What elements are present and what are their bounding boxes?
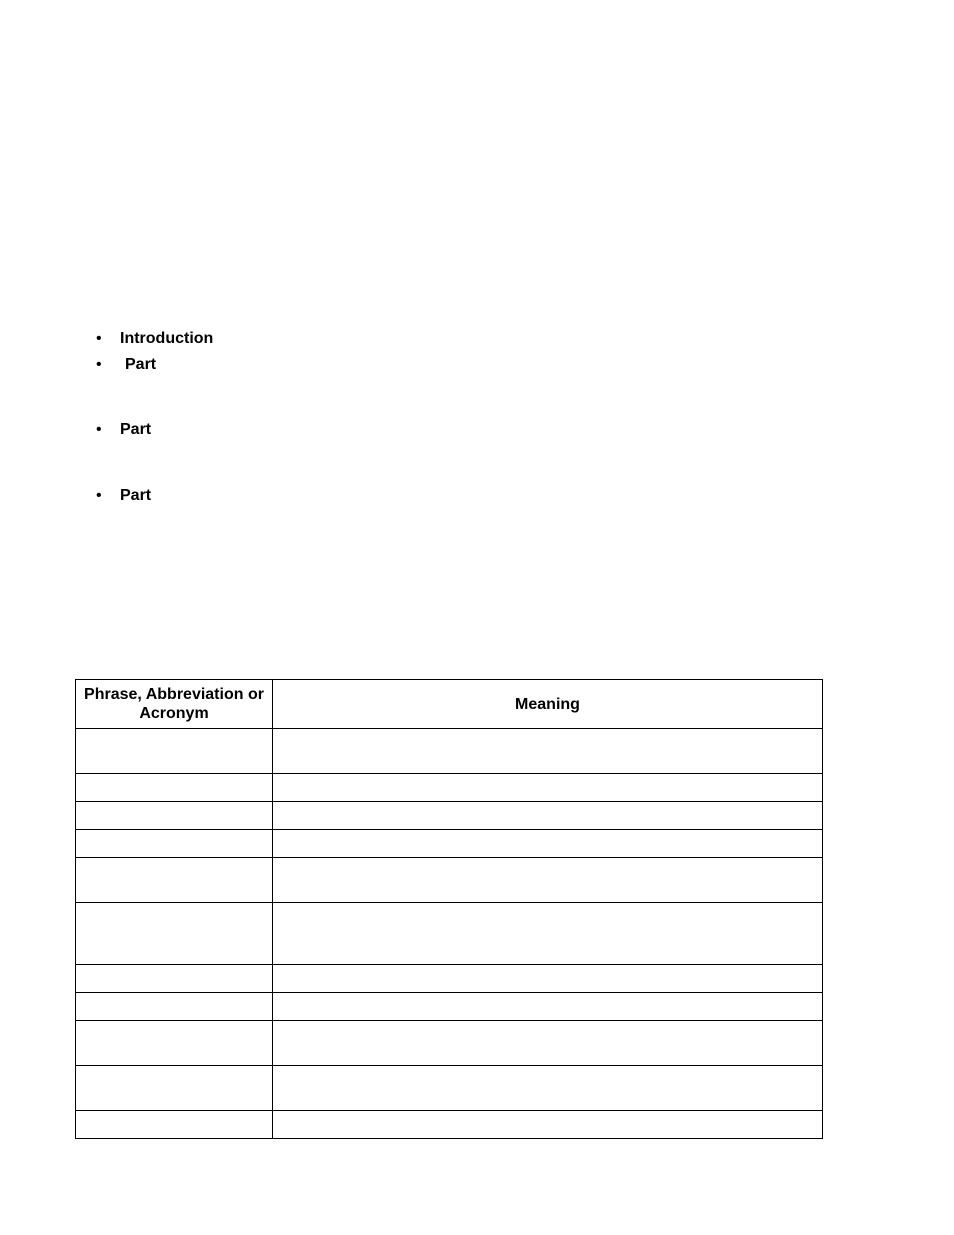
table-row	[76, 1021, 823, 1066]
bullet-label-introduction: Introduction	[120, 330, 214, 347]
phrase-cell	[76, 965, 273, 993]
phrase-cell	[76, 1021, 273, 1066]
phrase-cell	[76, 830, 273, 858]
meaning-cell	[273, 858, 823, 903]
table-row	[76, 858, 823, 903]
bullet-label-part: Part	[120, 421, 152, 438]
bullet-icon	[96, 355, 120, 375]
meaning-cell	[273, 965, 823, 993]
phrase-cell	[76, 802, 273, 830]
phrase-cell	[76, 1111, 273, 1139]
phrase-cell	[76, 858, 273, 903]
table-row	[76, 774, 823, 802]
meaning-cell	[273, 1066, 823, 1111]
table-row	[76, 965, 823, 993]
bullet-label-part: Part	[125, 356, 157, 373]
phrase-cell	[76, 729, 273, 774]
bullet-label-part: Part	[120, 487, 152, 504]
table-row	[76, 1066, 823, 1111]
glossary-table	[75, 679, 823, 1139]
list-item	[96, 355, 156, 375]
table-header-row	[76, 680, 823, 729]
meaning-cell	[273, 1111, 823, 1139]
table-row	[76, 729, 823, 774]
meaning-cell	[273, 774, 823, 802]
meaning-cell	[273, 830, 823, 858]
phrase-cell	[76, 903, 273, 965]
bullet-icon	[96, 420, 120, 440]
list-item	[96, 486, 151, 506]
phrase-cell	[76, 1066, 273, 1111]
list-item	[96, 329, 213, 349]
table-row	[76, 903, 823, 965]
meaning-cell	[273, 1021, 823, 1066]
meaning-cell	[273, 993, 823, 1021]
phrase-cell	[76, 774, 273, 802]
bullet-icon	[96, 329, 120, 349]
table-row	[76, 802, 823, 830]
meaning-cell	[273, 729, 823, 774]
contents-bullet-list	[0, 0, 954, 520]
bullet-icon	[96, 486, 120, 506]
phrase-cell	[76, 993, 273, 1021]
table-row	[76, 1111, 823, 1139]
list-item	[96, 420, 151, 440]
table-row	[76, 830, 823, 858]
table-row	[76, 993, 823, 1021]
meaning-column-header: Meaning	[273, 680, 823, 729]
meaning-cell	[273, 802, 823, 830]
meaning-cell	[273, 903, 823, 965]
phrase-column-header: Phrase, Abbreviation or Acronym	[76, 680, 273, 729]
